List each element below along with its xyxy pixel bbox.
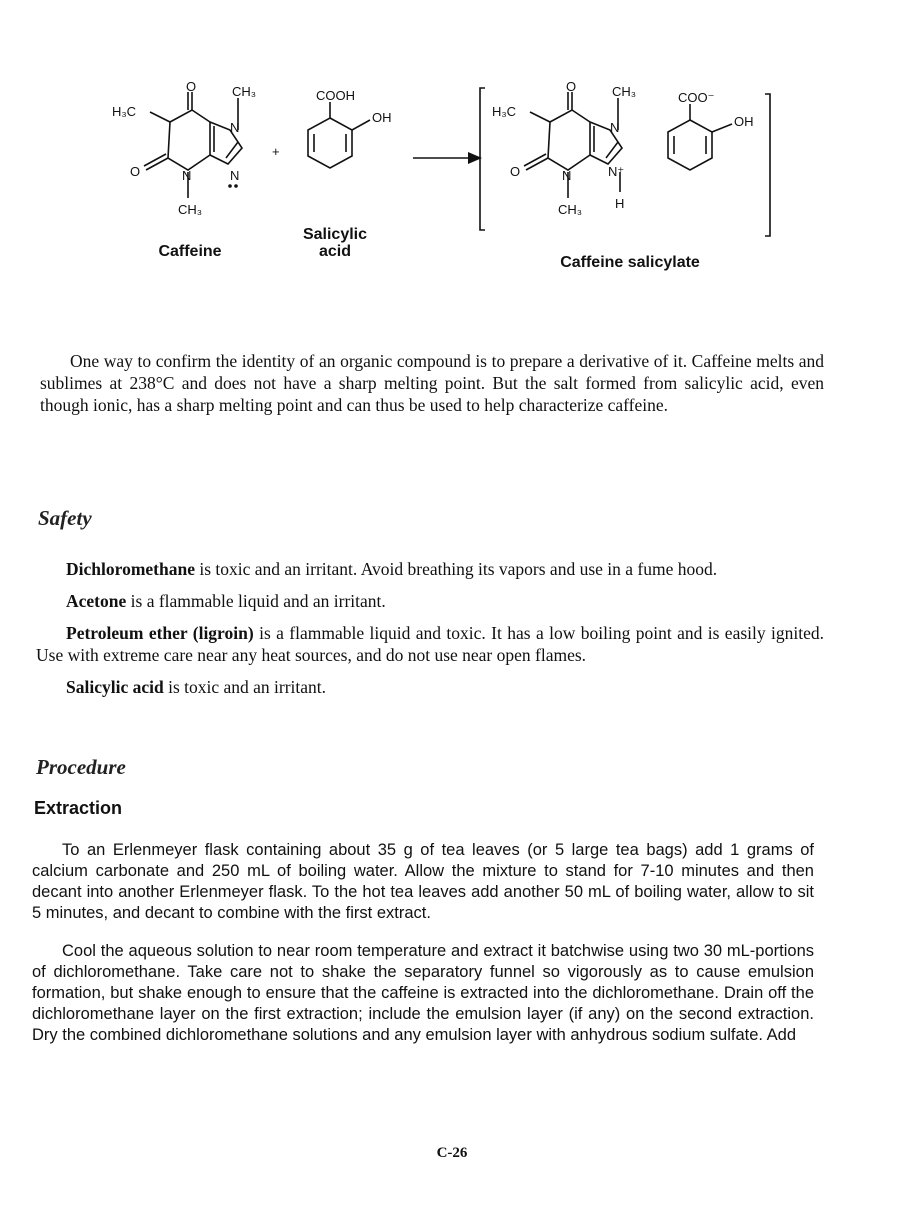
- atom-n-plus: N⁺: [608, 164, 625, 179]
- atom-ch3: CH₃: [558, 202, 583, 217]
- salicylic-label-line1: Salicylic: [302, 226, 368, 243]
- atom-o: O: [186, 80, 197, 94]
- procedure-heading-block: [36, 755, 822, 780]
- caffeine-label: Caffeine: [158, 243, 222, 260]
- atom-n: N: [610, 120, 620, 135]
- reaction-scheme: [100, 80, 790, 280]
- atom-cooh: COOH: [316, 88, 355, 103]
- safety-heading: Safety: [38, 506, 92, 530]
- atom-coo-minus: COO⁻: [678, 90, 715, 105]
- atom-ch3: CH₃: [232, 84, 257, 99]
- salicylic-label-line2: acid: [318, 243, 351, 260]
- intro-paragraph: One way to confirm the identity of an organic compound is to prepare a derivative of it. Caffeine melts and sublimes at 238°C and does not have a sharp melting point. But the salt formed from salicylic acid, even though ionic, has a sharp melting point and can thus be used to help characterize caffeine.: [40, 351, 824, 415]
- safety-term: Dichloromethane: [66, 559, 195, 579]
- atom-n: N: [182, 168, 192, 183]
- atom-o: O: [130, 164, 141, 179]
- atom-h: H: [615, 196, 625, 211]
- safety-item: [36, 622, 824, 666]
- atom-n: N: [562, 168, 572, 183]
- procedure-paragraph-1: To an Erlenmeyer flask containing about 35 g of tea leaves (or 5 large tea bags) add 1 grams of calcium carbonate and 250 mL of boiling water. Allow the mixture to stand for 7-10 minutes and then decant into another Erlenmeyer flask. To the hot tea leaves add another 50 mL of boiling water, allow to sit 5 minutes, and decant to combine with the first extract.: [32, 841, 814, 922]
- atom-oh: OH: [734, 114, 754, 129]
- safety-list: [36, 558, 824, 698]
- extraction-heading: Extraction: [34, 798, 123, 818]
- atom-ch3: CH₃: [612, 84, 637, 99]
- safety-text: is a flammable liquid and toxic. It has a low boiling point and is easily ignited. Use with extreme care near any heat sources, and do not use near open flames.: [36, 623, 824, 665]
- procedure-heading: Procedure: [36, 755, 126, 779]
- safety-text: is a flammable liquid and an irritant.: [126, 591, 386, 611]
- safety-item: [36, 676, 824, 698]
- safety-item: [36, 558, 824, 580]
- procedure-body: [32, 840, 814, 1046]
- caffeine-salicylate-label: Caffeine salicylate: [560, 254, 700, 271]
- safety-term: Salicylic acid: [66, 677, 164, 697]
- safety-term: Petroleum ether (ligroin): [66, 623, 254, 643]
- safety-text: is toxic and an irritant.: [163, 677, 327, 697]
- safety-item: [36, 590, 824, 612]
- atom-n: N: [230, 168, 240, 183]
- extraction-heading-block: [34, 798, 820, 819]
- intro-section: [40, 350, 824, 416]
- atom-oh: OH: [372, 110, 392, 125]
- atom-o: O: [510, 164, 521, 179]
- caffeine-six-ring: [168, 110, 210, 170]
- safety-section: [38, 506, 824, 531]
- atom-ch3: CH₃: [178, 202, 203, 217]
- atom-h3c: H₃C: [492, 104, 517, 119]
- procedure-paragraph-2: Cool the aqueous solution to near room temperature and extract it batchwise using two 30 mL-portions of dichloromethane. Take care not to shake the separatory funnel so vigorously as to cause emulsion formation, but shake enough to ensure that the caffeine is extracted into the dichloromethane. Drain off the dichloromethane layer on the first extraction; include the emulsion layer (if any) on the second extraction. Dry the combined dichloromethane solutions and any emulsion layer with anhydrous sodium sulfate. Add: [32, 942, 814, 1044]
- atom-h3c: H₃C: [112, 104, 137, 119]
- atom-o: O: [566, 80, 577, 94]
- atom-n: N: [230, 120, 240, 135]
- page-number: C-26: [436, 1145, 468, 1161]
- safety-text: is toxic and an irritant. Avoid breathing its vapors and use in a fume hood.: [194, 559, 718, 579]
- safety-term: Acetone: [66, 591, 127, 611]
- plus-sign: +: [272, 144, 280, 159]
